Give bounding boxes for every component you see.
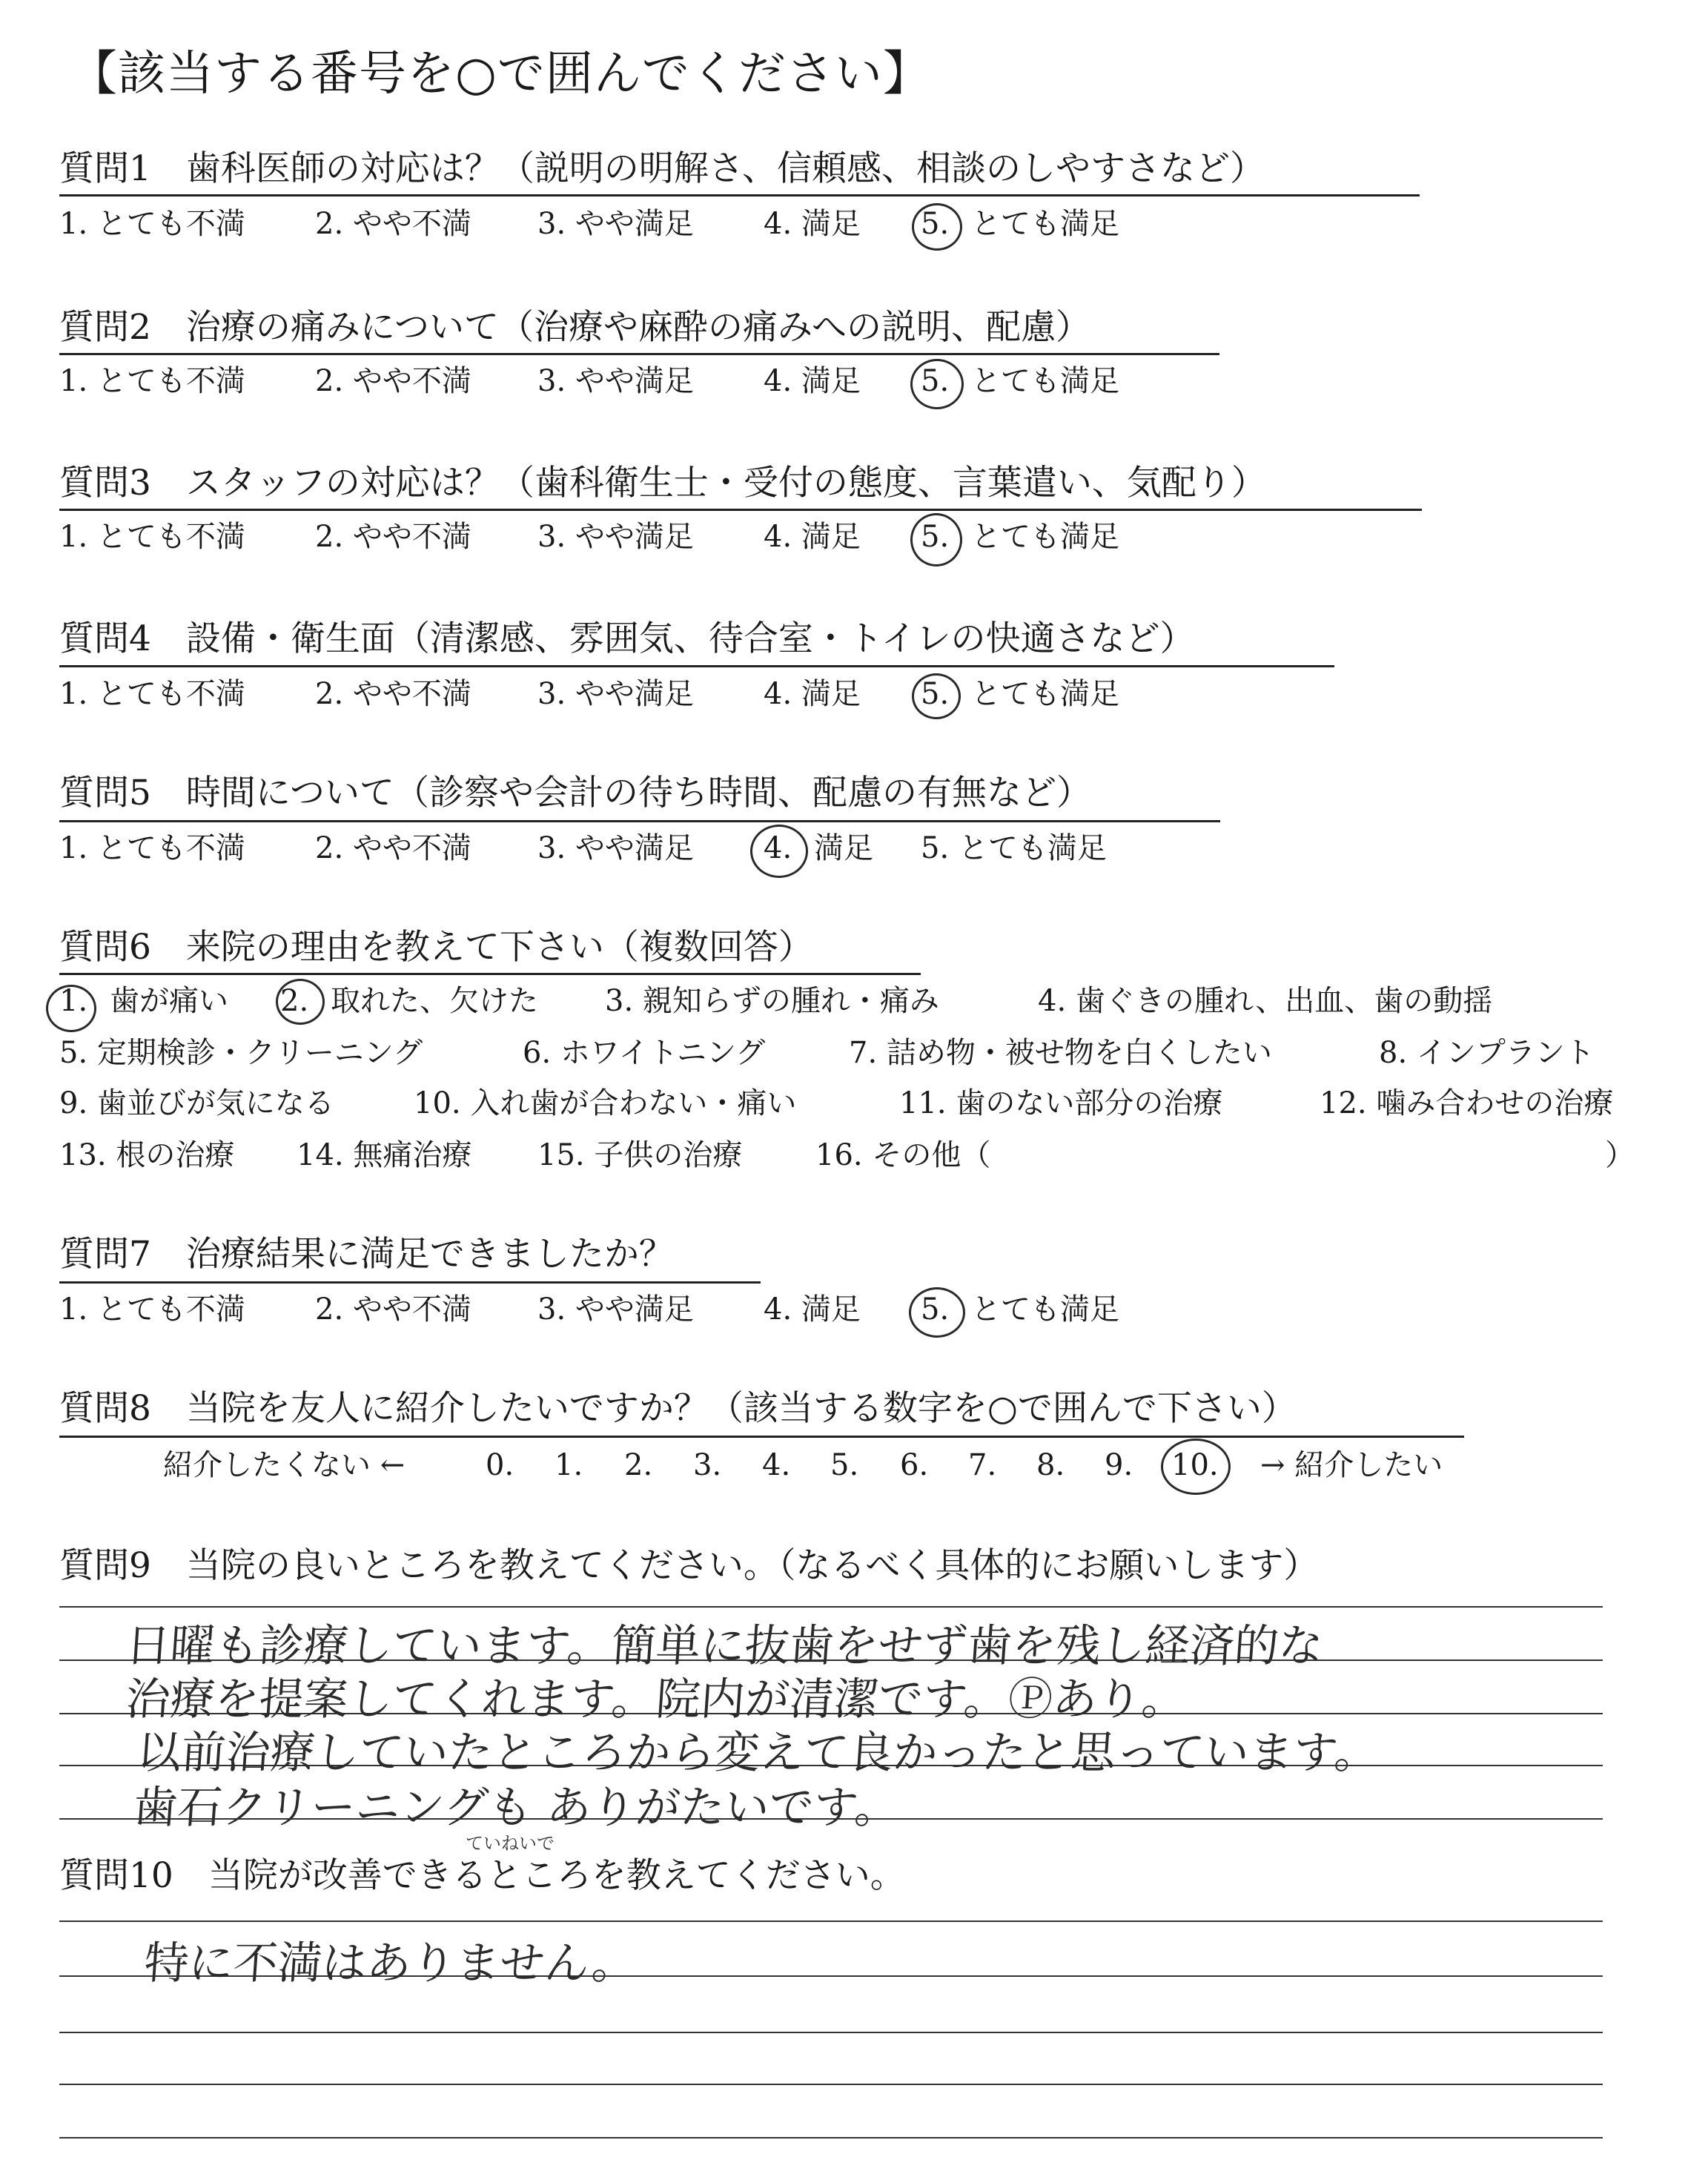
scale-2[interactable]: 2. — [624, 1448, 653, 1482]
q6-option-16-close: ） — [1605, 1138, 1635, 1172]
q5-option-4-label: 満足 — [814, 831, 873, 865]
q6-option-6[interactable]: 6. ホワイトニング — [523, 1036, 766, 1070]
q6-option-11[interactable]: 11. 歯のない部分の治療 — [899, 1086, 1223, 1120]
q3-option-1[interactable]: 1. とても不満 — [59, 520, 245, 554]
q5-option-2[interactable]: 2. やや不満 — [315, 831, 471, 865]
q7-option-3[interactable]: 3. やや満足 — [537, 1292, 694, 1327]
q4-option-5-label: とても満足 — [971, 677, 1119, 711]
question-7-label: 質問7 治療結果に満足できましたか？ — [59, 1234, 674, 1275]
question-3-underline — [59, 509, 1422, 511]
scale-low-label: 紹介したくない ← — [163, 1448, 406, 1482]
q6-option-10[interactable]: 10. 入れ歯が合わない・痛い — [414, 1086, 797, 1120]
question-8-underline — [59, 1436, 1464, 1438]
scale-high-label: → 紹介したい — [1260, 1448, 1443, 1482]
q3-option-5[interactable]: 5. — [921, 520, 950, 554]
q6-option-13[interactable]: 13. 根の治療 — [59, 1138, 235, 1172]
q6-option-7[interactable]: 7. 詰め物・被せ物を白くしたい — [849, 1036, 1272, 1070]
question-1-underline — [59, 194, 1420, 196]
scale-8[interactable]: 8. — [1036, 1448, 1065, 1482]
q1-selection-circle — [912, 203, 962, 251]
q10-answer-line-4 — [59, 2084, 1603, 2085]
q9-handwritten-2: 治療を提案してくれます。院内が清潔です。Ⓟあり。 — [124, 1674, 1188, 1725]
q3-selection-circle — [910, 513, 962, 567]
q4-option-4[interactable]: 4. 満足 — [764, 677, 861, 711]
q9-handwritten-4: 歯石クリーニングも ありがたいです。 — [131, 1782, 901, 1834]
q2-option-5-label: とても満足 — [971, 364, 1119, 398]
q7-selection-circle — [909, 1287, 965, 1338]
q5-selection-circle — [750, 825, 808, 878]
q4-option-2[interactable]: 2. やや不満 — [315, 677, 471, 711]
q6-option-2[interactable]: 2. — [280, 984, 309, 1018]
q3-option-3[interactable]: 3. やや満足 — [537, 520, 694, 554]
scale-0[interactable]: 0. — [486, 1448, 514, 1482]
page-title: 【該当する番号を○で囲んでください】 — [70, 47, 931, 102]
q8-selection-circle — [1161, 1439, 1231, 1495]
q3-option-2[interactable]: 2. やや不満 — [315, 520, 471, 554]
scale-10[interactable]: 10. — [1171, 1448, 1219, 1482]
question-2-underline — [59, 353, 1219, 355]
scale-7[interactable]: 7. — [968, 1448, 997, 1482]
q6-option-16[interactable]: 16. その他（ — [815, 1138, 991, 1172]
q4-selection-circle — [912, 673, 961, 719]
question-3-label: 質問3 スタッフの対応は？（歯科衛生士・受付の態度、言葉遣い、気配り） — [59, 463, 1266, 503]
q6-option-4[interactable]: 4. 歯ぐきの腫れ、出血、歯の動揺 — [1038, 984, 1493, 1018]
scale-5[interactable]: 5. — [830, 1448, 859, 1482]
question-8-label: 質問8 当院を友人に紹介したいですか？（該当する数字を○で囲んで下さい） — [59, 1388, 1297, 1429]
q2-option-1[interactable]: 1. とても不満 — [59, 364, 245, 398]
scale-4[interactable]: 4. — [762, 1448, 791, 1482]
q10-answer-line-1 — [59, 1920, 1603, 1922]
q10-answer-line-5 — [59, 2137, 1603, 2138]
q10-answer-line-3 — [59, 2032, 1603, 2033]
question-6-label: 質問6 来院の理由を教えて下さい（複数回答） — [59, 927, 813, 968]
q9-handwritten-1: 日曜も診療しています。簡単に抜歯をせず歯を残し経済的な — [124, 1620, 1325, 1672]
q7-option-1[interactable]: 1. とても不満 — [59, 1292, 245, 1327]
q5-option-1[interactable]: 1. とても不満 — [59, 831, 245, 865]
q5-option-5[interactable]: 5. とても満足 — [921, 831, 1107, 865]
q1-option-1[interactable]: 1. とても不満 — [59, 207, 245, 241]
q10-handwritten-1: 特に不満はありません。 — [142, 1938, 638, 1989]
q1-option-5-label: とても満足 — [971, 207, 1119, 241]
scale-9[interactable]: 9. — [1105, 1448, 1133, 1482]
question-5-underline — [59, 820, 1220, 822]
question-1-label: 質問1 歯科医師の対応は？（説明の明解さ、信頼感、相談のしやすさなど） — [59, 148, 1265, 189]
question-9-label: 質問9 当院の良いところを教えてください。（なるべく具体的にお願いします） — [59, 1545, 1319, 1586]
q2-option-3[interactable]: 3. やや満足 — [537, 364, 694, 398]
q7-option-5-label: とても満足 — [971, 1292, 1119, 1327]
question-6-underline — [59, 973, 921, 975]
question-5-label: 質問5 時間について（診察や会計の待ち時間、配慮の有無など） — [59, 773, 1091, 813]
q6-option-1-label: 歯が痛い — [110, 984, 228, 1018]
q9-handwritten-3: 以前治療していたところから変えて良かったと思っています。 — [135, 1727, 1381, 1779]
q2-option-4[interactable]: 4. 満足 — [764, 364, 861, 398]
q4-option-1[interactable]: 1. とても不満 — [59, 677, 245, 711]
q6-selection-circle-2 — [276, 979, 325, 1025]
q6-option-8[interactable]: 8. インプラント — [1379, 1036, 1595, 1070]
q7-option-2[interactable]: 2. やや不満 — [315, 1292, 471, 1327]
q7-option-4[interactable]: 4. 満足 — [764, 1292, 861, 1327]
q6-option-2-label: 取れた、欠けた — [331, 984, 538, 1018]
q6-option-5[interactable]: 5. 定期検診・クリーニング — [59, 1036, 423, 1070]
q6-option-1[interactable]: 1. — [59, 984, 88, 1018]
q2-selection-circle — [910, 359, 964, 409]
q5-option-4[interactable]: 4. — [764, 831, 792, 865]
q4-option-3[interactable]: 3. やや満足 — [537, 677, 694, 711]
q9-handwritten-annotation: ていねいで — [466, 1833, 555, 1854]
question-7-underline — [59, 1281, 761, 1284]
q1-option-3[interactable]: 3. やや満足 — [537, 207, 694, 241]
q6-option-14[interactable]: 14. 無痛治療 — [297, 1138, 472, 1172]
q6-option-9[interactable]: 9. 歯並びが気になる — [59, 1086, 334, 1120]
question-2-label: 質問2 治療の痛みについて（治療や麻酔の痛みへの説明、配慮） — [59, 307, 1091, 348]
q6-option-15[interactable]: 15. 子供の治療 — [537, 1138, 743, 1172]
q9-answer-line-1 — [59, 1606, 1603, 1608]
q1-option-5[interactable]: 5. — [921, 207, 950, 241]
q6-option-12[interactable]: 12. 噛み合わせの治療 — [1320, 1086, 1614, 1120]
scale-3[interactable]: 3. — [693, 1448, 722, 1482]
scale-1[interactable]: 1. — [555, 1448, 583, 1482]
question-10-label: 質問10 当院が改善できるところを教えてください。 — [59, 1855, 905, 1896]
q6-selection-circle-1 — [46, 985, 96, 1032]
q1-option-4[interactable]: 4. 満足 — [764, 207, 861, 241]
q6-option-3[interactable]: 3. 親知らずの腫れ・痛み — [605, 984, 939, 1018]
q7-option-5[interactable]: 5. — [921, 1292, 950, 1327]
scale-6[interactable]: 6. — [900, 1448, 929, 1482]
q3-option-4[interactable]: 4. 満足 — [764, 520, 861, 554]
q5-option-3[interactable]: 3. やや満足 — [537, 831, 694, 865]
q2-option-2[interactable]: 2. やや不満 — [315, 364, 471, 398]
question-4-label: 質問4 設備・衛生面（清潔感、雰囲気、待合室・トイレの快適さなど） — [59, 618, 1195, 659]
q1-option-2[interactable]: 2. やや不満 — [315, 207, 471, 241]
question-4-underline — [59, 665, 1334, 667]
q3-option-5-label: とても満足 — [971, 520, 1119, 554]
q2-option-5[interactable]: 5. — [921, 364, 950, 398]
q4-option-5[interactable]: 5. — [921, 677, 950, 711]
